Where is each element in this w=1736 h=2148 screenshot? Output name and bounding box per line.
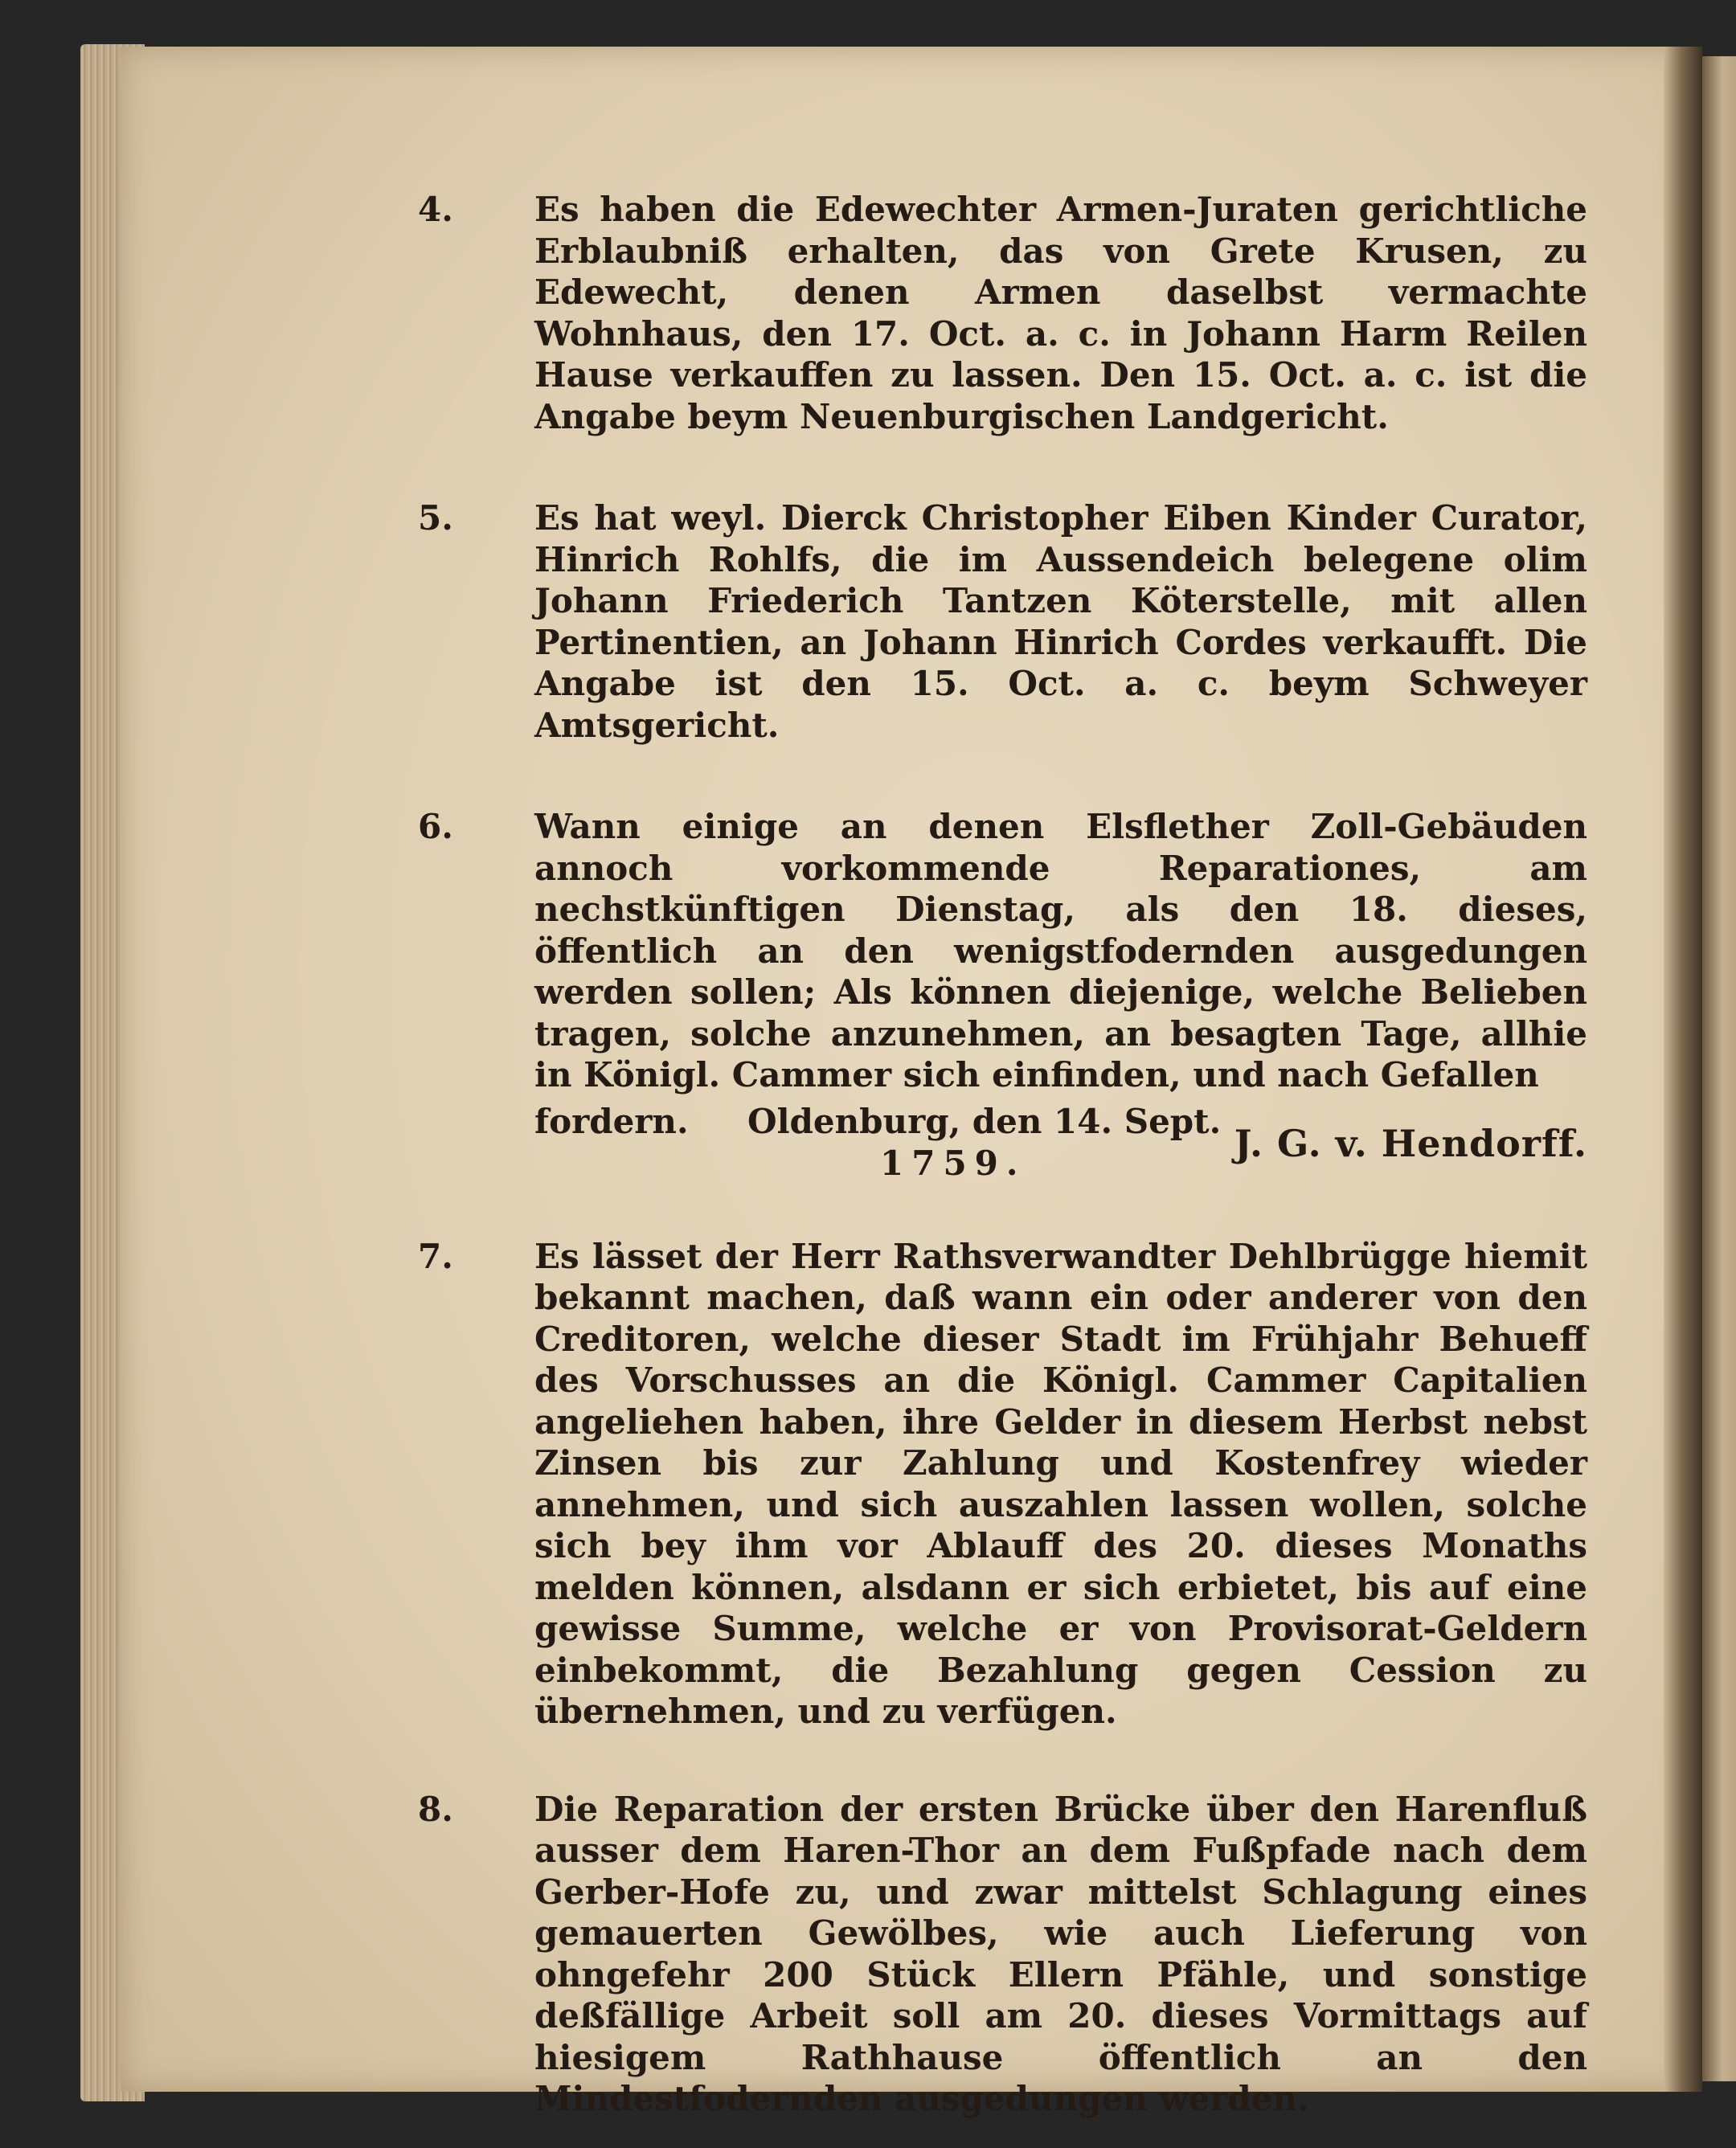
facing-page-edge [1702,56,1736,2081]
notice-number: 5. [418,498,453,538]
notice-number: 8. [418,1789,453,1829]
notice-text: Es hat weyl. Dierck Christopher Eiben Kinder Curator, Hinrich Rohlfs, die im Aussendeich belegene olim Johann Friederich Tantzen Köterstelle, mit allen Pertinentien, an Johann Hinrich Cordes verkaufft. Die Angabe ist den 15. Oct. a. c. beym Schweyer Amtsgericht. [534,498,1587,745]
notice-item [418,1789,1587,2120]
notice-item [418,497,1587,746]
notice-item [418,806,1587,1188]
notice-closing-word: fordern. [534,1101,689,1141]
notice-text: Es lässet der Herr Rathsverwandter Dehlbrügge hiemit bekannt machen, daß wann ein oder anderer von den Creditoren, welche dieser Stadt im Frühjahr Behueff des Vorschusses an die Königl. Cammer Capitalien angeliehen haben, ihre Gelder in diesem Herbst nebst Zinsen bis zur Zahlung und Kostenfrey wieder annehmen, und sich auszahlen lassen wollen, solche sich bey ihm vor Ablauff des 20. dieses Monaths melden können, alsdann er sich erbietet, bis auf eine gewisse Summe, welche er von Provisorat-Geldern einbekommt, die Bezahlung gegen Cession zu übernehmen, und zu verfügen. [534,1236,1587,1731]
page-text-block [418,189,1587,2120]
notice-item [418,189,1587,437]
signature: J. G. v. Hendorff. [1234,1121,1587,1165]
notice-text: Die Reparation der ersten Brücke über den Harenfluß ausser dem Haren-Thor an dem Fußpfade nach dem Gerber-Hofe zu, und zwar mittelst Schlagung eines gemauerten Gewölbes, wie auch Lieferung von ohngefehr 200 Stück Ellern Pfähle, und sonstige deßfällige Arbeit soll am 20. dieses Vormittags auf hiesigem Rathhause öffentlich an den Mindestfodernden ausgedungen werden. [534,1789,1587,2118]
notice-number: 6. [418,807,453,846]
notice-dateline [534,1101,1587,1188]
place-and-date: Oldenburg, den 14. Sept. [747,1101,1222,1141]
year: 1759. [880,1143,1026,1183]
notice-number: 7. [418,1236,453,1276]
notice-number: 4. [418,190,453,229]
notice-text: Wann einige an denen Elsflether Zoll-Gebäuden annoch vorkommende Reparationes, am nechstkünftigen Dienstag, als den 18. dieses, öffentlich an den wenigstfodernden ausgedungen werden sollen; Als können diejenige, welche Belieben tragen, solche anzunehmen, an besagten Tage, allhie in Königl. Cammer sich einfinden, und nach Gefallen [534,807,1587,1094]
book-gutter [1664,47,1702,2092]
notice-text: Es haben die Edewechter Armen-Juraten gerichtliche Erblaubniß erhalten, das von Grete Krusen, zu Edewecht, denen Armen daselbst vermachte Wohnhaus, den 17. Oct. a. c. in Johann Harm Reilen Hause verkauffen zu lassen. Den 15. Oct. a. c. ist die Angabe beym Neuenburgischen Landgericht. [534,190,1587,436]
notice-item [418,1236,1587,1733]
